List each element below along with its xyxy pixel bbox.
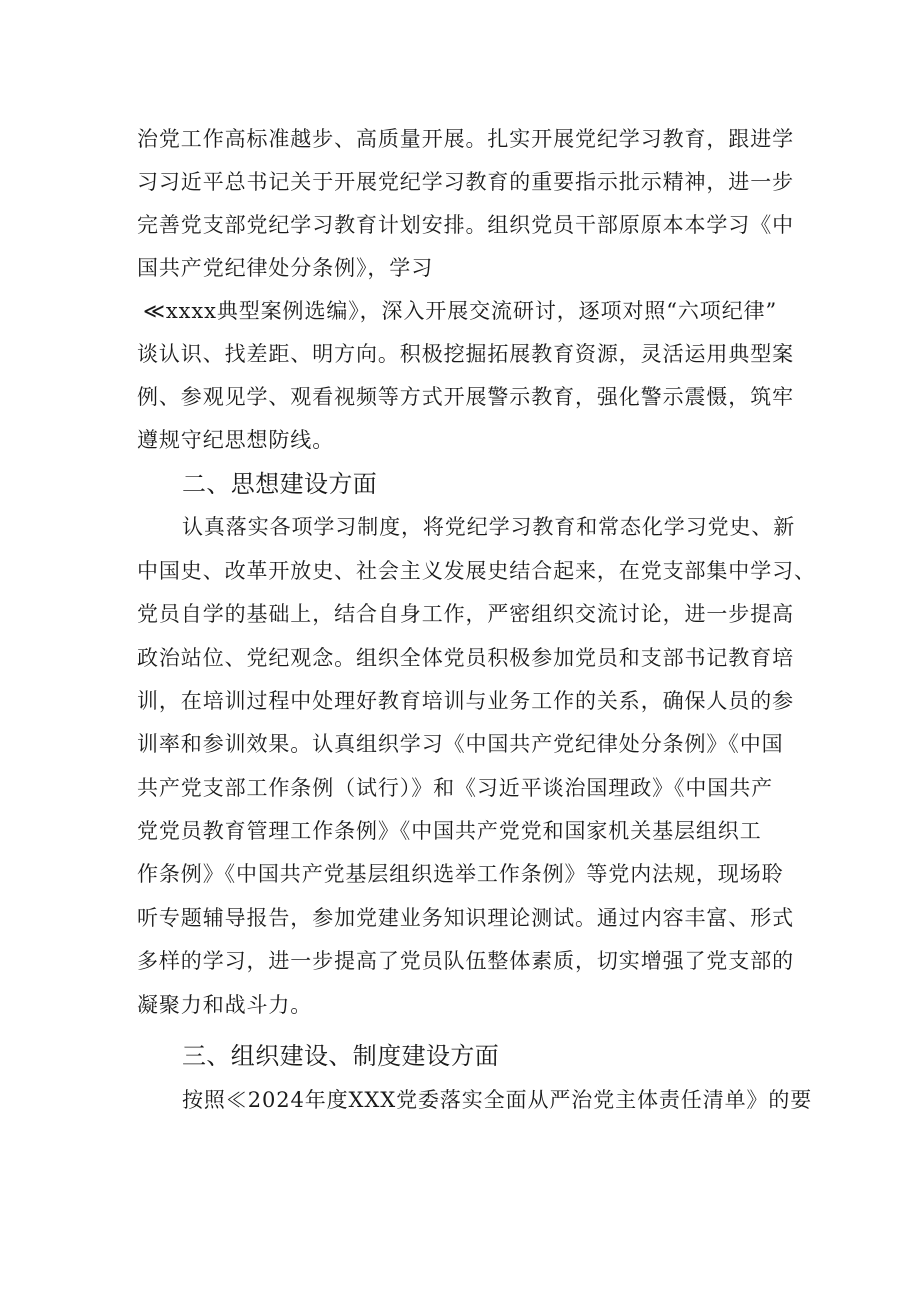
paragraph-line: 训，在培训过程中处理好教育培训与业务工作的关系，确保人员的参 bbox=[137, 689, 794, 713]
paragraph-line: 党党员教育管理工作条例》《中国共产党党和国家机关基层组织工 bbox=[137, 819, 762, 843]
paragraph-line: 例、参观见学、观看视频等方式开展警示教育，强化警示震慑，筑牢 bbox=[137, 385, 794, 409]
paragraph-line: 多样的学习，进一步提高了党员队伍整体素质，切实增强了党支部的 bbox=[137, 949, 794, 973]
paragraph-line: 治党工作高标准越步、高质量开展。扎实开展党纪学习教育，跟进学 bbox=[137, 127, 794, 151]
paragraph-line: 国共产党纪律处分条例》，学习 bbox=[137, 256, 434, 280]
section-heading: 三、组织建设、制度建设方面 bbox=[182, 1042, 500, 1070]
paragraph-line: 政治站位、党纪观念。组织全体党员积极参加党员和支部书记教育培 bbox=[137, 646, 794, 670]
paragraph-line: 凝聚力和战斗力。 bbox=[137, 993, 313, 1017]
section-heading: 二、思想建设方面 bbox=[182, 470, 378, 498]
paragraph-line: 党员自学的基础上，结合自身工作，严密组织交流讨论，进一步提高 bbox=[137, 602, 794, 626]
paragraph-line: 谈认识、找差距、明方向。积极挖掘拓展教育资源，灵活运用典型案 bbox=[137, 342, 794, 366]
paragraph-line: 遵规守纪思想防线。 bbox=[137, 428, 335, 452]
paragraph-line: 按照≪2024年度XXX党委落实全面从严治党主体责任清单》的要 bbox=[182, 1088, 813, 1112]
paragraph-line: 训率和参训效果。认真组织学习《中国共产党纪律处分条例》《中国 bbox=[137, 732, 784, 756]
paragraph-line: 听专题辅导报告，参加党建业务知识理论测试。通过内容丰富、形式 bbox=[137, 906, 794, 930]
paragraph-line: 作条例》《中国共产党基层组织选举工作条例》等党内法规，现场聆 bbox=[137, 862, 784, 886]
paragraph-line: 中国史、改革开放史、社会主义发展史结合起来，在党支部集中学习、 bbox=[137, 559, 816, 583]
paragraph-line: 习习近平总书记关于开展党纪学习教育的重要指示批示精神，进一步 bbox=[137, 170, 794, 194]
paragraph-line: ≪xxxx典型案例选编》，深入开展交流研讨，逐项对照“六项纪律” bbox=[143, 299, 778, 323]
paragraph-line: 共产党支部工作条例（试行）》和《习近平谈治国理政》《中国共产 bbox=[137, 776, 773, 800]
paragraph-line: 完善党支部党纪学习教育计划安排。组织党员干部原原本本学习《中 bbox=[137, 213, 794, 237]
paragraph-line: 认真落实各项学习制度，将党纪学习教育和常态化学习党史、新 bbox=[182, 515, 796, 539]
